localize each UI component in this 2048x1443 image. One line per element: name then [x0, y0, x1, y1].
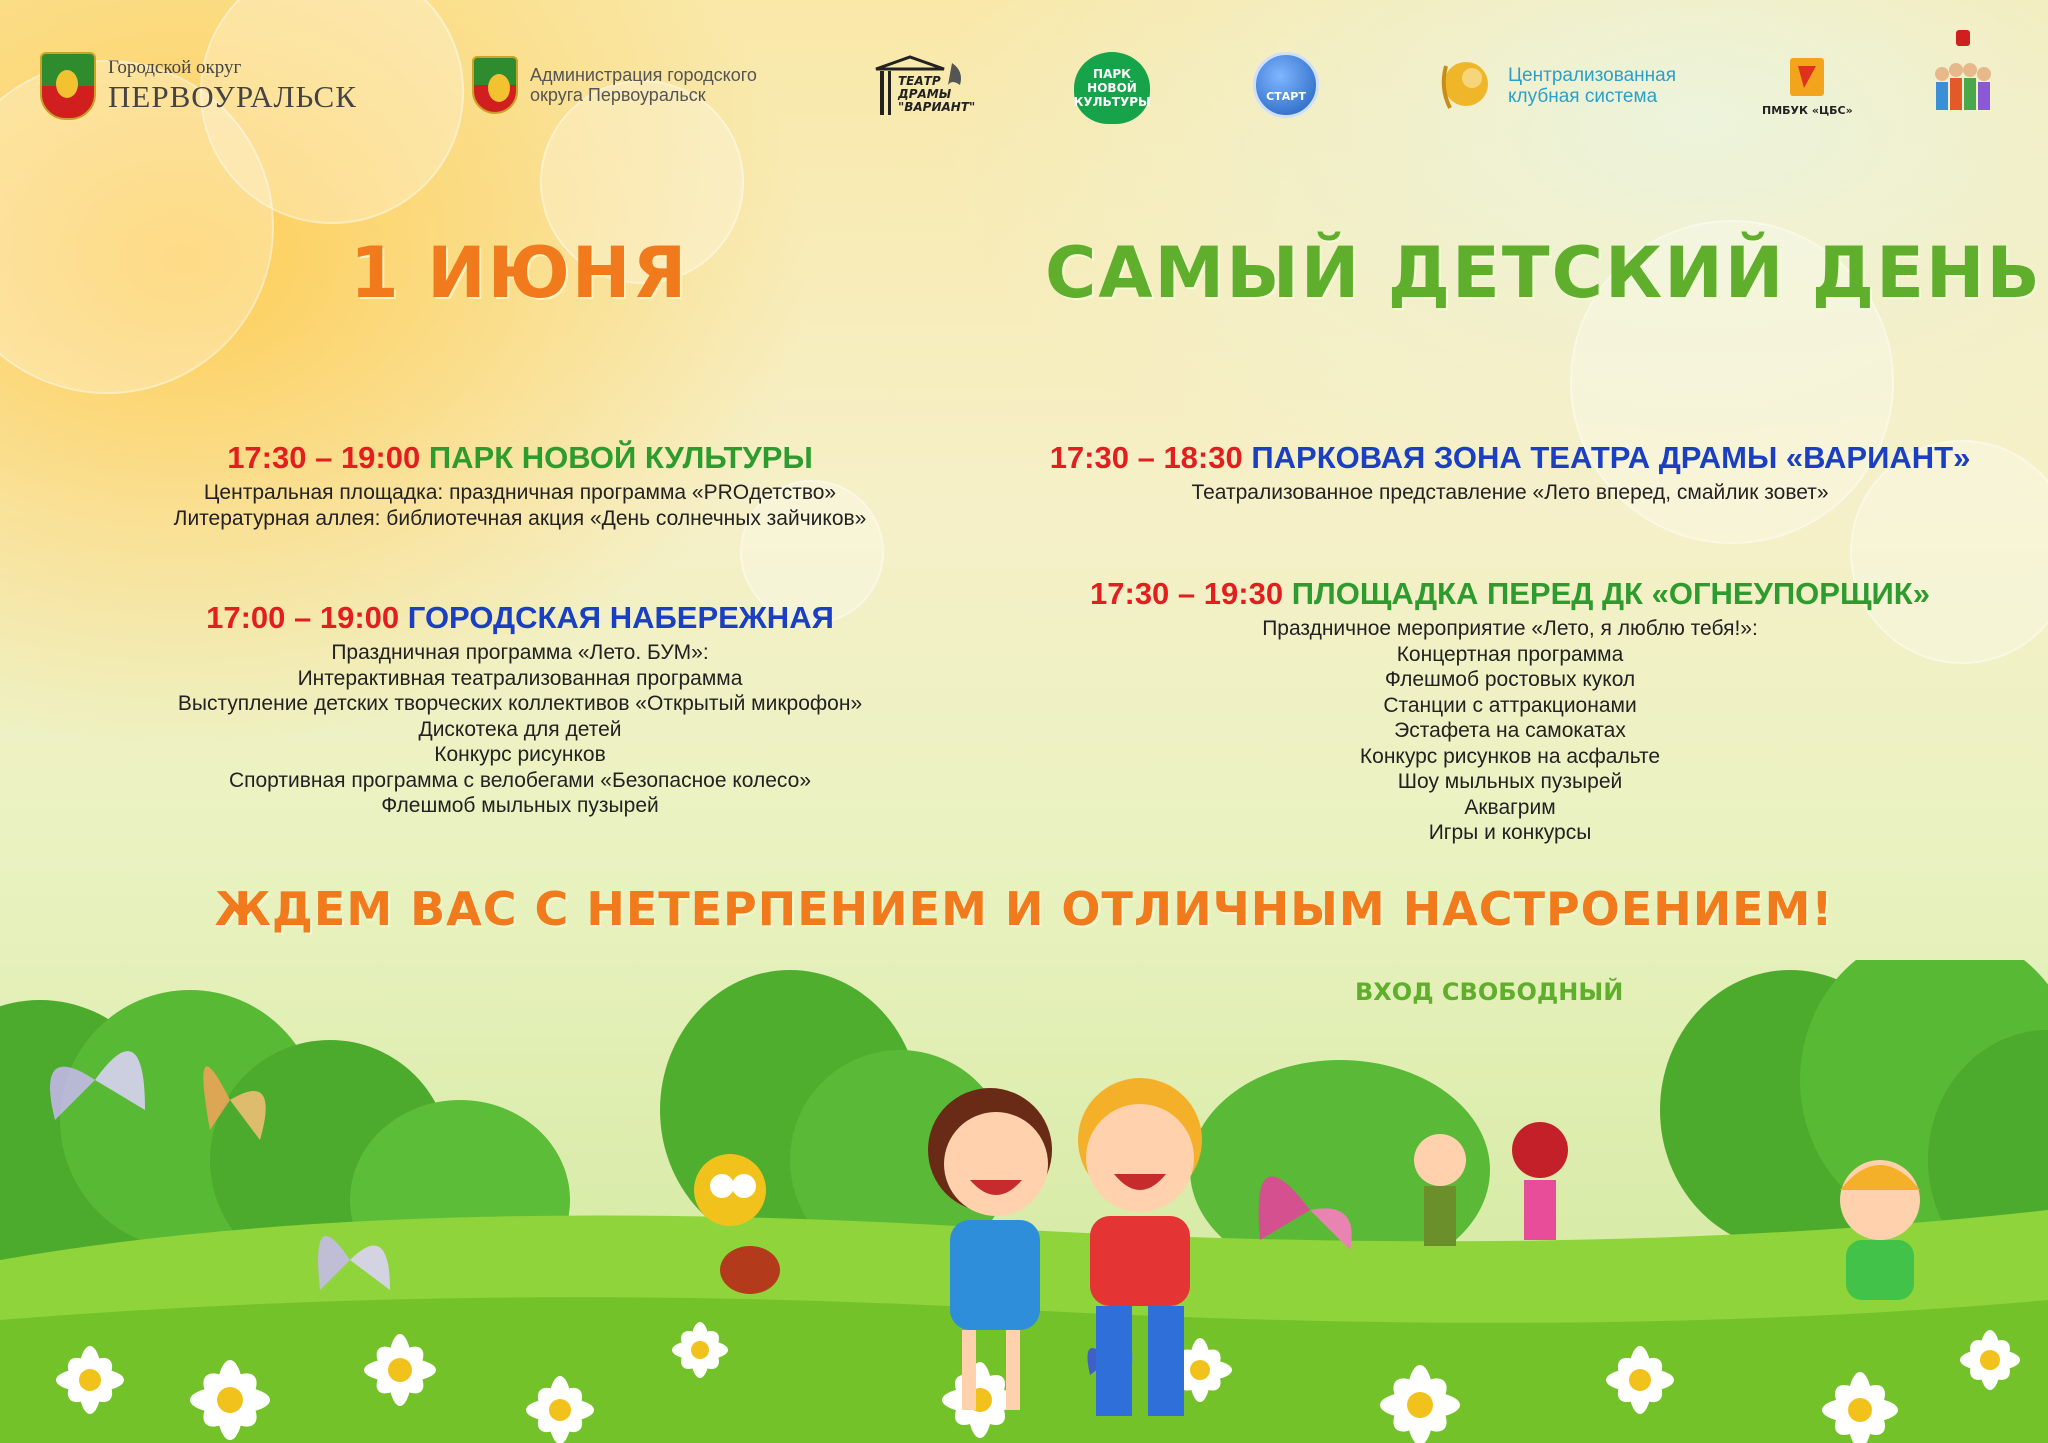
event-line: Флешмоб ростовых кукол: [1384, 668, 1636, 691]
event-line: Конкурс рисунков: [434, 743, 606, 766]
event-line: Флешмоб мыльных пузырей: [381, 794, 659, 817]
event-line: Литературная аллея: библиотечная акция «День солнечных зайчиков»: [173, 506, 867, 530]
city-crest-icon: [40, 52, 96, 120]
administration-crest-icon: [472, 56, 518, 114]
event-line: Дискотека для детей: [418, 717, 622, 741]
event-dk-time: 17:30 – 19:30: [1090, 576, 1284, 611]
theatre-logo-line1: ТЕАТР: [898, 74, 941, 88]
start-logo: [1253, 52, 1319, 118]
event-line: Праздничное мероприятие «Лето, я люблю тебя!»:: [1262, 617, 1758, 640]
event-theatre-heading: [960, 440, 2048, 476]
theatre-logo-line2: ДРАМЫ: [898, 87, 952, 101]
event-theatre-time: 17:30 – 18:30: [1049, 440, 1243, 475]
event-park-heading: [100, 440, 940, 476]
event-dk-place: ПЛОЩАДКА ПЕРЕД ДК «ОГНЕУПОРЩИК»: [1291, 576, 1930, 611]
park-logo-line2: КУЛЬТУРЫ: [1073, 95, 1151, 109]
library-book-icon: [1784, 54, 1830, 100]
city-logo-line2: ПЕРВОУРАЛЬСК: [108, 79, 357, 114]
event-line: Станции с аттракционами: [1383, 693, 1637, 717]
event-line: Праздничная программа «Лето. БУМ»:: [331, 641, 709, 664]
event-line: Шоу мыльных пузырей: [1397, 770, 1623, 793]
lion-lyre-icon: [1436, 54, 1500, 118]
event-line: Игры и конкурсы: [1428, 821, 1592, 844]
event-line: Конкурс рисунков на асфальте: [1359, 744, 1661, 768]
meadow-illustration: [0, 960, 2048, 1443]
event-line: Аквагрим: [1464, 795, 1556, 819]
title-heading: САМЫЙ ДЕТСКИЙ ДЕНЬ: [1045, 232, 2042, 314]
theatre-logo-line3: "ВАРИАНТ": [898, 100, 976, 114]
city-logo: [40, 52, 357, 120]
event-embankment: [100, 600, 940, 819]
club-system-logo-line1: Централизованная: [1508, 65, 1677, 86]
event-line: Театрализованное представление «Лето вперед, смайлик зовет»: [1191, 481, 1829, 504]
library-logo: [1762, 54, 1853, 117]
event-line: Центральная площадка: праздничная программа «PROдетство»: [203, 481, 837, 504]
event-theatre: [960, 440, 2048, 506]
event-dk: [960, 576, 2048, 846]
administration-logo-line1: Администрация городского: [530, 65, 757, 85]
event-park: [100, 440, 940, 531]
club-system-logo: [1436, 54, 1676, 118]
event-embankment-place: ГОРОДСКАЯ НАБЕРЕЖНАЯ: [407, 600, 834, 635]
event-dk-heading: [960, 576, 2048, 612]
administration-logo: [472, 56, 757, 114]
event-theatre-place: ПАРКОВАЯ ЗОНА ТЕАТРА ДРАМЫ «ВАРИАНТ»: [1251, 440, 1971, 475]
event-embankment-heading: [100, 600, 940, 636]
date-heading: 1 ИЮНЯ: [350, 232, 689, 314]
youth-group-icon: [1932, 30, 1994, 130]
small-kids: [1414, 1122, 1568, 1246]
event-line: Эстафета на самокатах: [1394, 719, 1626, 742]
library-logo-label: ПМБУК «ЦБС»: [1762, 104, 1853, 117]
administration-logo-line2: округа Первоуральск: [530, 85, 706, 105]
event-park-time: 17:30 – 19:00: [227, 440, 421, 475]
event-line: Спортивная программа с велобегами «Безопасное колесо»: [228, 768, 812, 792]
theatre-logo: [872, 55, 976, 123]
free-entry-label: ВХОД СВОБОДНЫЙ: [1355, 978, 1624, 1006]
event-park-place: ПАРК НОВОЙ КУЛЬТУРЫ: [428, 440, 813, 475]
event-line: Концертная программа: [1396, 642, 1624, 666]
event-embankment-time: 17:00 – 19:00: [206, 600, 400, 635]
park-logo-line1: ПАРК НОВОЙ: [1087, 67, 1137, 95]
slogan: ЖДЕМ ВАС С НЕТЕРПЕНИЕМ И ОТЛИЧНЫМ НАСТРОЕНИЕМ!: [214, 882, 1834, 936]
event-line: Выступление детских творческих коллективов «Открытый микрофон»: [177, 692, 863, 715]
club-system-logo-line2: клубная система: [1508, 86, 1658, 107]
event-line: Интерактивная театрализованная программа: [297, 666, 743, 690]
youth-policy-logo: [1932, 30, 1994, 130]
start-logo-label: СТАРТ: [1266, 89, 1306, 103]
park-logo: [1074, 52, 1150, 124]
city-logo-line1: Городской округ: [108, 57, 242, 78]
